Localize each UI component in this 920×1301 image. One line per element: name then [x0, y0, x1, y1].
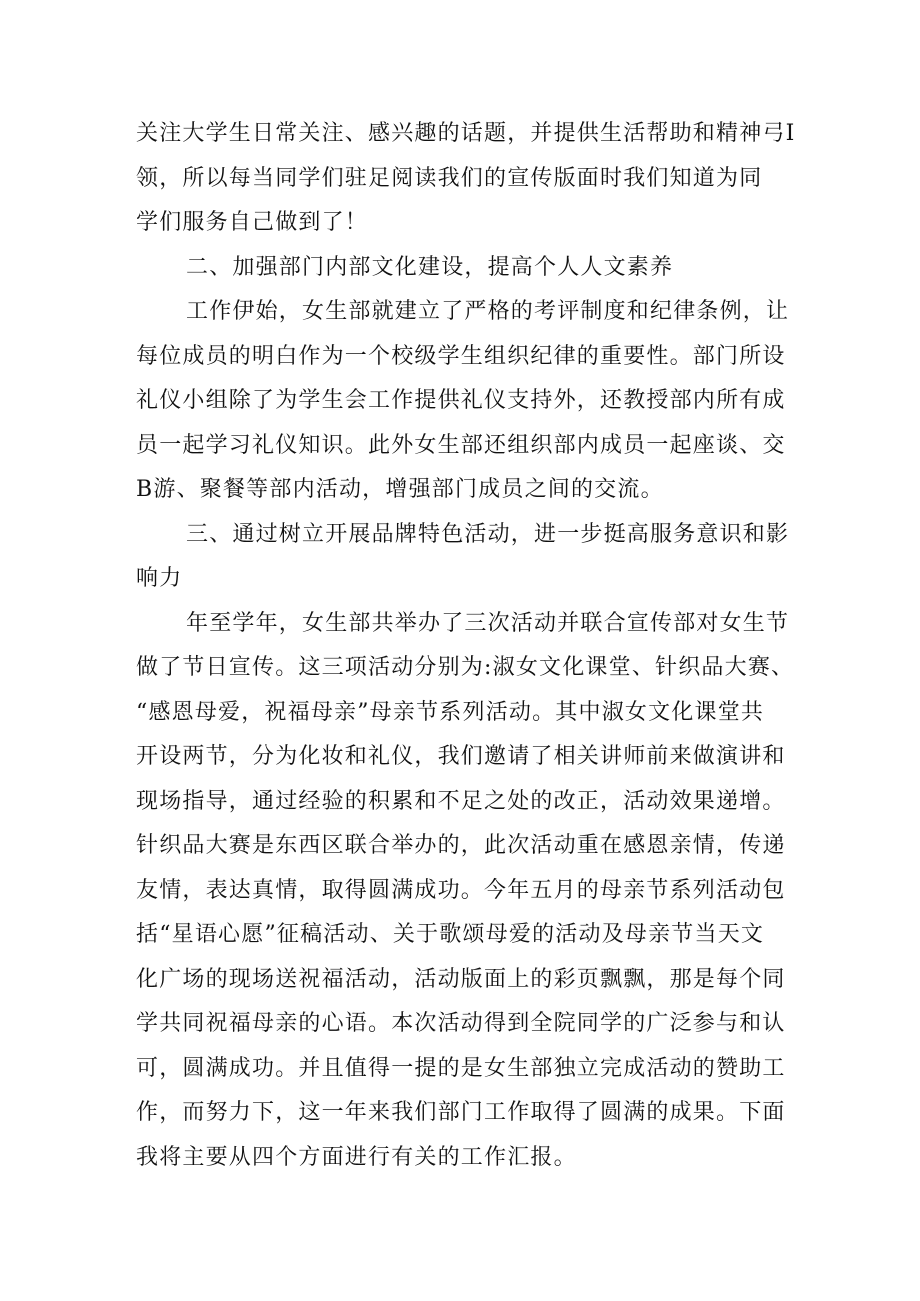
- text-line: 友情，表达真情，取得圆满成功。今年五月的母亲节系列活动包: [136, 877, 786, 903]
- text-line: 礼仪小组除了为学生会工作提供礼仪支持外，还教授部内所有成: [136, 388, 786, 413]
- text-line: 学们服务自己做到了！: [136, 210, 369, 235]
- text-line: 括“星语心愿”征稿活动、关于歌颂母爱的活动及母亲节当天文: [136, 922, 765, 947]
- text-line: 二、加强部门内部文化建设，提高个人人文素养: [186, 254, 674, 280]
- text-line: 每位成员的明白作为一个校级学生组织纪律的重要性。部门所设: [136, 343, 786, 369]
- text-line: 我将主要从四个方面进行有关的工作汇报。: [136, 1144, 577, 1170]
- text-line: 三、通过树立开展品牌特色活动，进一步挺高服务意识和影: [186, 521, 790, 547]
- text-line: 化广场的现场送祝福活动，活动版面上的彩页飘飘，那是每个同: [136, 966, 786, 992]
- text-line: 年至学年，女生部共举办了三次活动并联合宣传部对女生节: [186, 610, 790, 636]
- text-line: 做了节日宣传。这三项活动分别为:淑女文化课堂、针织品大赛、: [136, 655, 795, 680]
- text-line: 学共同祝福母亲的心语。本次活动得到全院同学的广泛参与和认: [136, 1011, 786, 1036]
- text-line: B游、聚餐等部内活动，增强部门成员之间的交流。: [136, 477, 664, 502]
- text-line: 员一起学习礼仪知识。此外女生部还组织部内成员一起座谈、交: [136, 432, 786, 458]
- text-line: 关注大学生日常关注、感兴趣的话题，并提供生活帮助和精神弓I: [136, 121, 796, 146]
- text-line: 响力: [136, 566, 183, 591]
- text-line: “感恩母爱，祝福母亲”母亲节系列活动。其中淑女文化课堂共: [136, 699, 765, 725]
- text-line: 针织品大赛是东西区联合举办的，此次活动重在感恩亲情，传递: [136, 833, 786, 858]
- text-line: 领，所以每当同学们驻足阅读我们的宣传版面时我们知道为同: [136, 165, 763, 191]
- text-line: 现场指导，通过经验的积累和不足之处的改正，活动效果递增。: [136, 788, 786, 814]
- text-line: 可，圆满成功。并且值得一提的是女生部独立完成活动的赞助工: [136, 1055, 786, 1081]
- text-line: 作，而努力下，这一年来我们部门工作取得了圆满的成果。下面: [136, 1100, 786, 1125]
- text-line: 开设两节，分为化妆和礼仪，我们邀请了相关讲师前来做演讲和: [136, 744, 786, 769]
- document-body: [136, 112, 796, 1180]
- text-line: 工作伊始，女生部就建立了严格的考评制度和纪律条例，让: [186, 299, 790, 324]
